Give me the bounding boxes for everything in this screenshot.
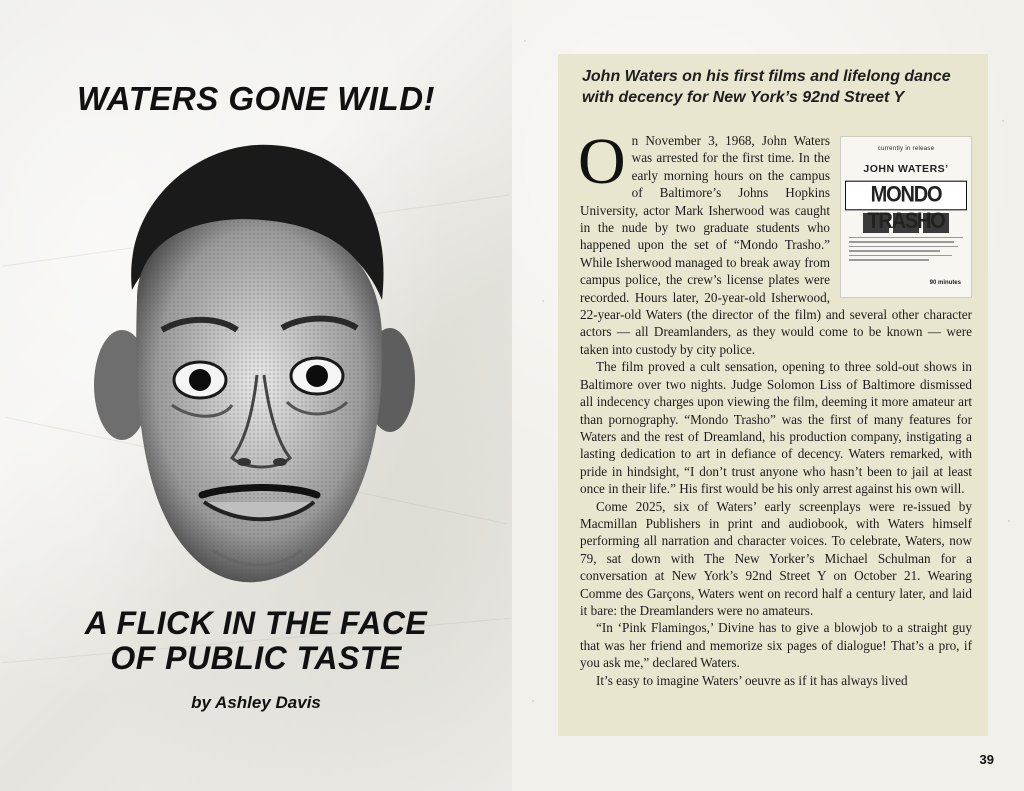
article-paragraph: Come 2025, six of Waters’ early screenplays were re-issued by Macmillan Publishers in print and audiobook, with Waters himself performing all narration and character voices. To celebrate, Waters, now 79, sat down with The New Yorker’s Michael Schulman for a conversation at New York’s 92nd Street Y on October 21. Wearing Comme des Garçons, Waters went on record half a century later, and laid it bare: the Dreamlanders were no amateurs. (580, 498, 972, 618)
article-paragraph: “In ‘Pink Flamingos,’ Divine has to give a blowjob to a straight guy that was her friend and memorize six pages of dialogue! That’s a pro, if you ask me,” declared Waters. (580, 620, 972, 671)
paragraph-text: n November 3, 1968, John Waters was arrested for the first time. In the early morning hours on the campus of Baltimore’s Johns Hopkins University, actor Mark Isherwood was caught in the nude by two graduate students who happened upon the set of “Mondo Trasho.” While Isherwood managed to break away from campus police, the crew’s license plates were recorded. Hours later, 20-year-old Isherwood, 22-year-old Waters (the director of the film) and several other character actors — all Dreamlanders, as they would come to be known — were taken into custody by city police. (580, 133, 972, 357)
portrait-photo (92, 140, 422, 590)
headline-bottom (0, 606, 512, 675)
paper-speckle (1008, 520, 1010, 522)
article-deck: John Waters on his first films and lifelong dance with decency for New York’s 92nd Street Y (582, 68, 951, 106)
drop-cap: O (578, 125, 626, 198)
poster-name: JOHN WATERS’ (863, 163, 949, 176)
article-body (578, 125, 972, 689)
poster-runtime: 90 minutes (929, 279, 961, 286)
page-number: 39 (979, 752, 994, 767)
article-paragraph: The film proved a cult sensation, opening to three sold-out shows in Baltimore over two nights. Judge Solomon Liss of Baltimore dismissed all indecency charges upon viewing the film, deeming it more amateur art than pornography. “Mondo Trasho” was the first of many features for Waters and the rest of Dreamland, his production company, instigating a lasting dedication to art in defiance of decency. Waters remarked, with pride in hindsight, “I don’t trust anyone who hasn’t been to jail at least once in their life.” His first would be his only arrest against his own will. (580, 359, 972, 497)
paper-speckle (1002, 120, 1004, 122)
poster-top-line: currently in release (877, 146, 935, 152)
mondo-trasho-poster-image (840, 136, 972, 298)
byline: by Ashley Davis (191, 693, 321, 712)
paper-speckle (532, 700, 534, 702)
right-page (512, 0, 1024, 791)
paper-speckle (542, 300, 544, 302)
headline-top: WATERS GONE WILD! (76, 80, 436, 117)
poster-fine-print (849, 237, 963, 261)
headline-bottom-line2: OF PUBLIC TASTE (110, 639, 402, 676)
poster-title: MONDO TRASHO (845, 180, 967, 210)
paper-speckle (524, 40, 526, 42)
article-paragraph: It’s easy to imagine Waters’ oeuvre as if it has always lived (596, 672, 908, 688)
headline-bottom-line1: A FLICK IN THE FACE (84, 605, 428, 641)
